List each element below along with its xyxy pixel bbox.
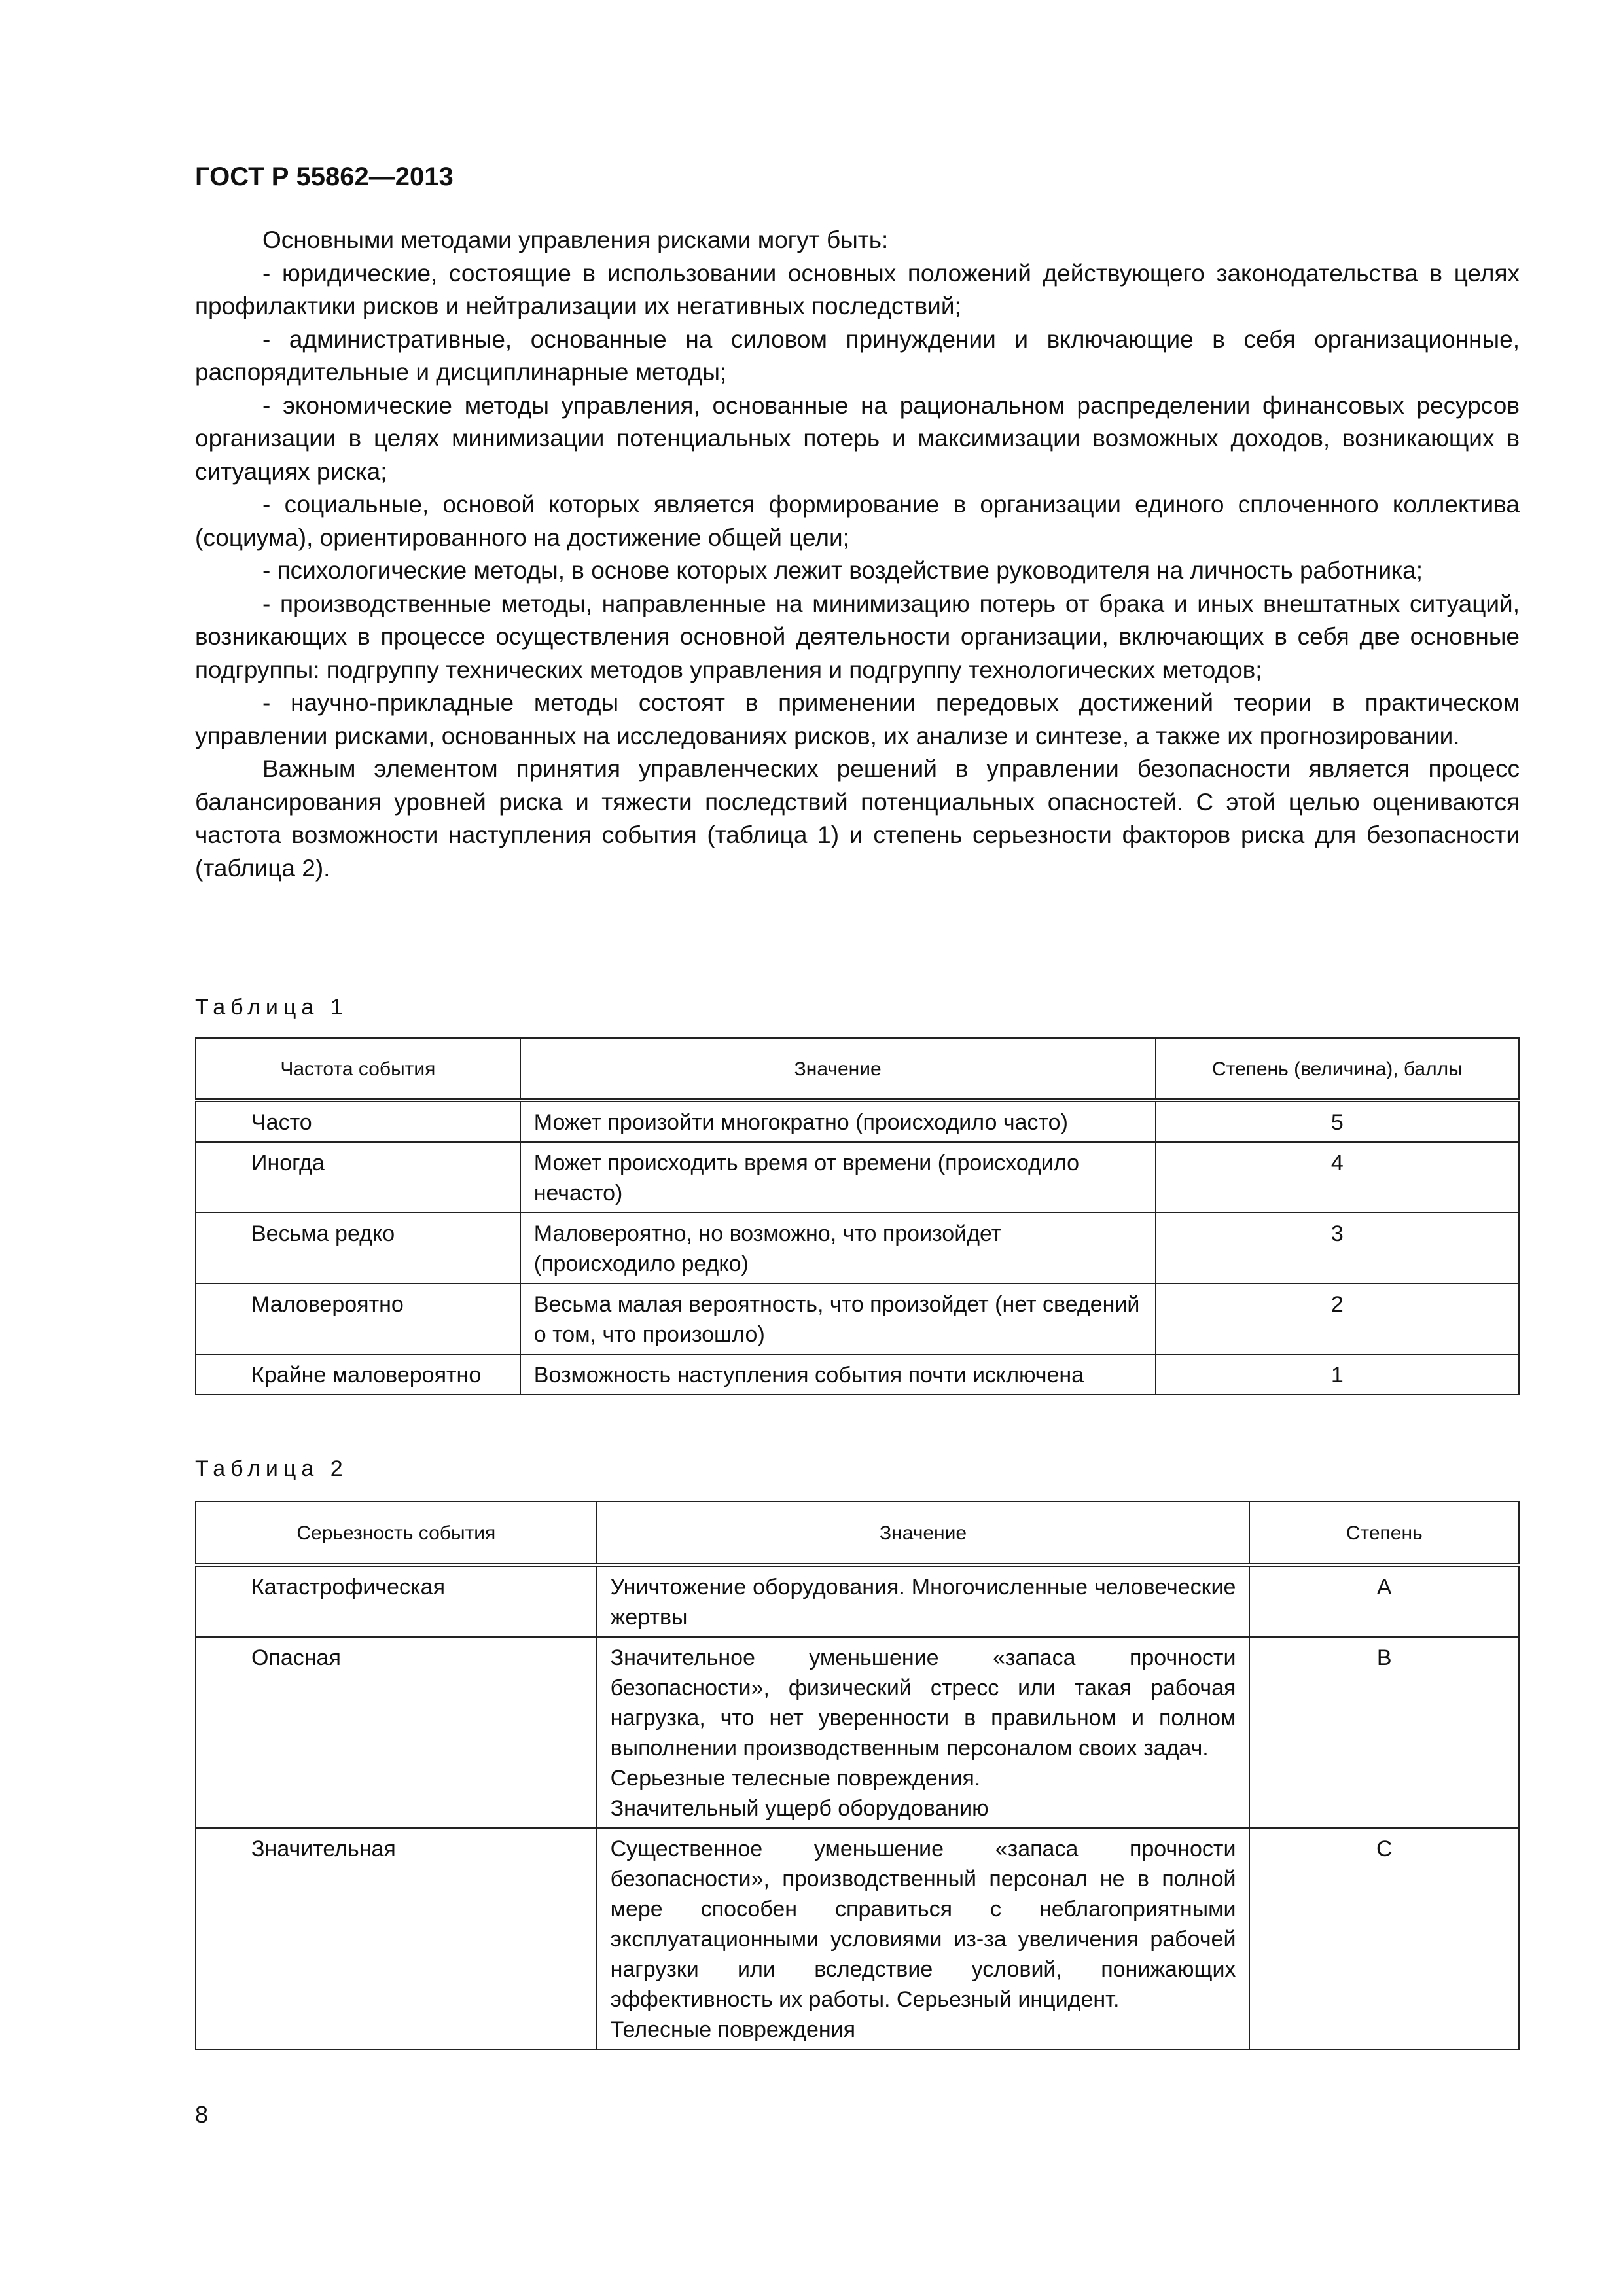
cell: Катастрофическая [196,1565,597,1637]
cell: Возможность наступления события почти исключена [520,1354,1156,1395]
paragraph: - юридические, состоящие в использовании основных положений действующего законодательства в целях профилактики рисков и нейтрализации их негативных последствий; [195,259,1520,319]
cell: Иногда [196,1142,520,1213]
table-row [196,1354,1519,1395]
table-row [196,1637,1519,1828]
table-header: Серьезность события [196,1501,597,1565]
page-number: 8 [195,2101,209,2128]
paragraph: Важным элементом принятия управленческих решений в управлении безопасности является процесс балансирования уровней риска и тяжести последствий потенциальных опасностей. С этой целью оцениваются частота возможности наступления события (таблица 1) и степень серьезности факторов риска для безопасности (таблица 2). [195,755,1520,882]
paragraph: Основными методами управления рисками могут быть: [262,226,889,253]
cell: Маловероятно, но возможно, что произойдет (происходило редко) [520,1213,1156,1283]
table2 [195,1501,1520,2050]
cell: Опасная [196,1637,597,1828]
table-header: Степень (величина), баллы [1156,1038,1519,1100]
cell: 5 [1156,1100,1519,1142]
cell: Значительное уменьшение «запаса прочности безопасности», физический стресс или такая рабочая нагрузка, что нет уверенности в правильном и полном выполнении производственным персоналом своих задач. Серьезные телесные повреждения. Значительный ущерб оборудованию [597,1637,1250,1828]
paragraph: - психологические методы, в основе которых лежит воздействие руководителя на личность работника; [262,557,1423,584]
table1 [195,1037,1520,1395]
paragraph: - административные, основанные на силовом принуждении и включающие в себя организационные, распорядительные и дисциплинарные методы; [195,325,1520,386]
cell: Может произойти многократно (происходило часто) [520,1100,1156,1142]
table-header: Частота события [196,1038,520,1100]
table-row [196,1828,1519,2049]
paragraph: - социальные, основой которых является формирование в организации единого сплоченного коллектива (социума), ориентированного на достижение общей цели; [195,491,1520,551]
cell: 3 [1156,1213,1519,1283]
paragraph: - производственные методы, направленные на минимизацию потерь от брака и иных внештатных ситуаций, возникающих в процессе осуществления основной деятельности организации, включающих в себя две основные подгруппы: подгруппу технических методов управления и подгруппу технологических методов; [195,590,1520,683]
table-header: Значение [597,1501,1250,1565]
paragraph: - научно-прикладные методы состоят в применении передовых достижений теории в практическом управлении рисками, основанных на исследованиях рисков, их анализе и синтезе, а также их прогнозировании. [195,689,1520,749]
table2-caption: Таблица 2 [195,1456,348,1481]
cell: Существенное уменьшение «запаса прочности безопасности», производственный персонал не в полной мере способен справиться с неблагоприятными эксплуатационными условиями из-за увеличения рабочей нагрузки или вследствие условий, понижающих эффективность их работы. Серьезный инцидент. Телесные повреждения [597,1828,1250,2049]
cell: Уничтожение оборудования. Многочисленные человеческие жертвы [597,1565,1250,1637]
cell: Часто [196,1100,520,1142]
cell: C [1249,1828,1519,2049]
cell: Может происходить время от времени (происходило нечасто) [520,1142,1156,1213]
cell: Значительная [196,1828,597,2049]
cell: 2 [1156,1283,1519,1354]
table-header: Степень [1249,1501,1519,1565]
cell: Маловероятно [196,1283,520,1354]
paragraph: - экономические методы управления, основанные на рациональном распределении финансовых ресурсов организации в целях минимизации потенциальных потерь и максимизации возможных доходов, возникающих в ситуациях риска; [195,391,1520,485]
cell: Весьма малая вероятность, что произойдет (нет сведений о том, что произошло) [520,1283,1156,1354]
table1-caption: Таблица 1 [195,995,348,1020]
table-row [196,1565,1519,1637]
cell: Весьма редко [196,1213,520,1283]
cell: Крайне маловероятно [196,1354,520,1395]
cell: 4 [1156,1142,1519,1213]
cell: A [1249,1565,1519,1637]
table-row [196,1142,1519,1213]
cell: B [1249,1637,1519,1828]
table-row [196,1100,1519,1142]
table-row [196,1283,1519,1354]
body-text [195,224,1520,885]
document-header: ГОСТ Р 55862—2013 [195,162,454,191]
table-header: Значение [520,1038,1156,1100]
table-row [196,1213,1519,1283]
cell: 1 [1156,1354,1519,1395]
